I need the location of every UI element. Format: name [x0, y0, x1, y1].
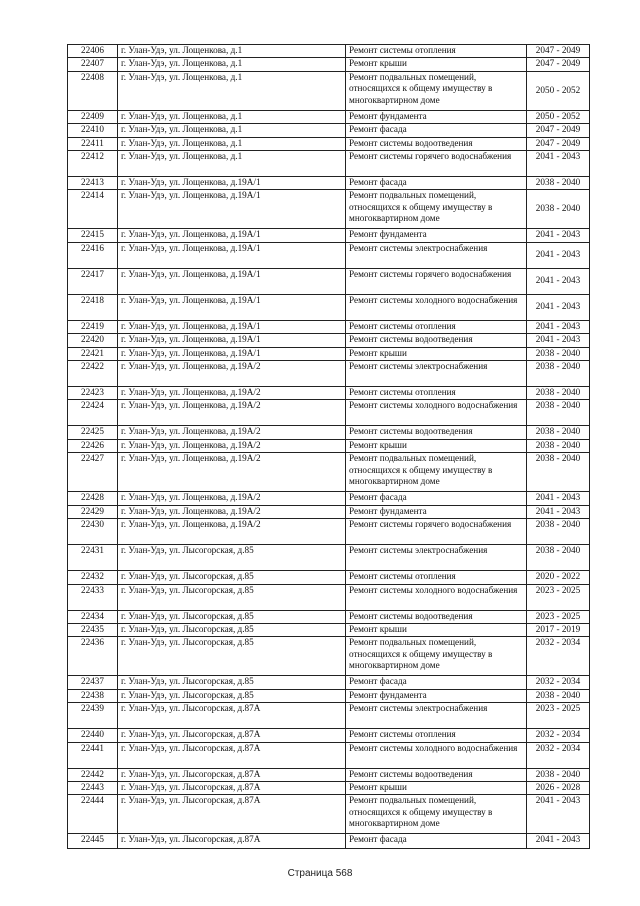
row-address: г. Улан-Удэ, ул. Лощенкова, д.19А/2 [118, 453, 346, 492]
row-work-type: Ремонт системы водоотведения [346, 334, 527, 347]
row-work-type: Ремонт системы отопления [346, 571, 527, 584]
row-period: 2041 - 2043 [527, 834, 590, 849]
table-row [68, 347, 590, 360]
table-row [68, 623, 590, 636]
row-address: г. Улан-Удэ, ул. Лощенкова, д.1 [118, 58, 346, 71]
row-period: 2038 - 2040 [527, 177, 590, 190]
row-work-type: Ремонт системы электроснабжения [346, 361, 527, 387]
table-row [68, 439, 590, 452]
page-number: Страница 568 [287, 868, 353, 879]
row-work-type: Ремонт фундамента [346, 689, 527, 702]
table-row [68, 637, 590, 676]
row-work-type: Ремонт системы холодного водоснабжения [346, 400, 527, 426]
table-row [68, 137, 590, 150]
table-row [68, 110, 590, 123]
row-number: 22423 [68, 387, 118, 400]
table-row [68, 58, 590, 71]
row-number: 22440 [68, 729, 118, 742]
table-row [68, 610, 590, 623]
row-period: 2047 - 2049 [527, 58, 590, 71]
row-work-type: Ремонт фасада [346, 124, 527, 137]
row-work-type: Ремонт крыши [346, 439, 527, 452]
row-address: г. Улан-Удэ, ул. Лысогорская, д.87А [118, 742, 346, 768]
table-row [68, 320, 590, 333]
row-period: 2023 - 2025 [527, 610, 590, 623]
table-row [68, 361, 590, 387]
row-address: г. Улан-Удэ, ул. Лысогорская, д.87А [118, 768, 346, 781]
row-number: 22434 [68, 610, 118, 623]
row-address: г. Улан-Удэ, ул. Лощенкова, д.19А/1 [118, 334, 346, 347]
row-number: 22417 [68, 268, 118, 294]
row-work-type: Ремонт системы электроснабжения [346, 545, 527, 571]
row-address: г. Улан-Удэ, ул. Лощенкова, д.19А/1 [118, 242, 346, 268]
row-address: г. Улан-Удэ, ул. Лощенкова, д.1 [118, 151, 346, 177]
row-address: г. Улан-Удэ, ул. Лощенкова, д.19А/1 [118, 229, 346, 242]
row-period: 2041 - 2043 [527, 492, 590, 505]
row-number: 22432 [68, 571, 118, 584]
row-number: 22429 [68, 505, 118, 518]
table-row [68, 742, 590, 768]
row-period: 2023 - 2025 [527, 703, 590, 729]
row-work-type: Ремонт крыши [346, 58, 527, 71]
table-row [68, 795, 590, 834]
row-period: 2038 - 2040 [527, 361, 590, 387]
row-address: г. Улан-Удэ, ул. Лощенкова, д.19А/2 [118, 426, 346, 439]
table-row [68, 426, 590, 439]
row-work-type: Ремонт подвальных помещений, относящихся к общему имуществу в многоквартирном доме [346, 795, 527, 834]
row-period: 2047 - 2049 [527, 45, 590, 58]
row-number: 22413 [68, 177, 118, 190]
row-period: 2038 - 2040 [527, 387, 590, 400]
row-work-type: Ремонт системы электроснабжения [346, 703, 527, 729]
row-number: 22418 [68, 294, 118, 320]
row-address: г. Улан-Удэ, ул. Лощенкова, д.19А/2 [118, 492, 346, 505]
row-number: 22431 [68, 545, 118, 571]
row-work-type: Ремонт фасада [346, 492, 527, 505]
row-period: 2038 - 2040 [527, 190, 590, 229]
row-period: 2041 - 2043 [527, 294, 590, 320]
row-work-type: Ремонт фасада [346, 834, 527, 849]
row-period: 2038 - 2040 [527, 426, 590, 439]
table-row [68, 400, 590, 426]
row-address: г. Улан-Удэ, ул. Лысогорская, д.87А [118, 795, 346, 834]
row-period: 2032 - 2034 [527, 637, 590, 676]
row-period: 2026 - 2028 [527, 781, 590, 794]
row-address: г. Улан-Удэ, ул. Лысогорская, д.85 [118, 610, 346, 623]
table-row [68, 229, 590, 242]
row-number: 22415 [68, 229, 118, 242]
row-address: г. Улан-Удэ, ул. Лощенкова, д.19А/2 [118, 439, 346, 452]
row-address: г. Улан-Удэ, ул. Лощенкова, д.19А/2 [118, 387, 346, 400]
table-row [68, 545, 590, 571]
row-address: г. Улан-Удэ, ул. Лощенкова, д.19А/2 [118, 361, 346, 387]
row-address: г. Улан-Удэ, ул. Лысогорская, д.85 [118, 571, 346, 584]
row-number: 22420 [68, 334, 118, 347]
row-address: г. Улан-Удэ, ул. Лощенкова, д.1 [118, 45, 346, 58]
row-period: 2038 - 2040 [527, 545, 590, 571]
row-period: 2032 - 2034 [527, 729, 590, 742]
row-work-type: Ремонт фундамента [346, 110, 527, 123]
table-row [68, 151, 590, 177]
row-address: г. Улан-Удэ, ул. Лощенкова, д.19А/2 [118, 505, 346, 518]
table-row [68, 834, 590, 849]
row-work-type: Ремонт системы отопления [346, 387, 527, 400]
table-row [68, 294, 590, 320]
repair-schedule-table [67, 44, 590, 849]
row-number: 22409 [68, 110, 118, 123]
row-address: г. Улан-Удэ, ул. Лощенкова, д.19А/1 [118, 347, 346, 360]
row-number: 22410 [68, 124, 118, 137]
row-address: г. Улан-Удэ, ул. Лощенкова, д.1 [118, 137, 346, 150]
row-work-type: Ремонт системы водоотведения [346, 426, 527, 439]
row-work-type: Ремонт фасада [346, 177, 527, 190]
row-number: 22421 [68, 347, 118, 360]
table-row [68, 453, 590, 492]
table-row [68, 124, 590, 137]
table-row [68, 71, 590, 110]
table-row [68, 505, 590, 518]
row-period: 2050 - 2052 [527, 71, 590, 110]
table-row [68, 334, 590, 347]
row-number: 22425 [68, 426, 118, 439]
row-period: 2038 - 2040 [527, 768, 590, 781]
row-number: 22442 [68, 768, 118, 781]
row-address: г. Улан-Удэ, ул. Лысогорская, д.85 [118, 689, 346, 702]
row-number: 22438 [68, 689, 118, 702]
row-number: 22433 [68, 584, 118, 610]
row-address: г. Улан-Удэ, ул. Лысогорская, д.87А [118, 834, 346, 849]
row-period: 2041 - 2043 [527, 229, 590, 242]
row-period: 2041 - 2043 [527, 795, 590, 834]
row-work-type: Ремонт системы водоотведения [346, 137, 527, 150]
row-address: г. Улан-Удэ, ул. Лощенкова, д.1 [118, 71, 346, 110]
table-row [68, 519, 590, 545]
table-row [68, 729, 590, 742]
row-work-type: Ремонт фасада [346, 676, 527, 689]
row-period: 2041 - 2043 [527, 242, 590, 268]
table-row [68, 781, 590, 794]
row-address: г. Улан-Удэ, ул. Лощенкова, д.19А/1 [118, 190, 346, 229]
row-address: г. Улан-Удэ, ул. Лощенкова, д.19А/1 [118, 177, 346, 190]
row-period: 2041 - 2043 [527, 151, 590, 177]
row-work-type: Ремонт фундамента [346, 505, 527, 518]
table-row [68, 584, 590, 610]
table-row [68, 268, 590, 294]
row-work-type: Ремонт подвальных помещений, относящихся к общему имуществу в многоквартирном доме [346, 453, 527, 492]
row-address: г. Улан-Удэ, ул. Лысогорская, д.85 [118, 623, 346, 636]
row-period: 2041 - 2043 [527, 268, 590, 294]
row-work-type: Ремонт крыши [346, 781, 527, 794]
row-number: 22412 [68, 151, 118, 177]
row-period: 2041 - 2043 [527, 505, 590, 518]
row-work-type: Ремонт системы горячего водоснабжения [346, 519, 527, 545]
row-period: 2032 - 2034 [527, 742, 590, 768]
row-number: 22444 [68, 795, 118, 834]
row-address: г. Улан-Удэ, ул. Лысогорская, д.85 [118, 584, 346, 610]
row-work-type: Ремонт системы холодного водоснабжения [346, 742, 527, 768]
row-work-type: Ремонт системы электроснабжения [346, 242, 527, 268]
row-work-type: Ремонт подвальных помещений, относящихся к общему имуществу в многоквартирном доме [346, 637, 527, 676]
row-period: 2020 - 2022 [527, 571, 590, 584]
row-period: 2023 - 2025 [527, 584, 590, 610]
row-number: 22422 [68, 361, 118, 387]
row-address: г. Улан-Удэ, ул. Лысогорская, д.87А [118, 729, 346, 742]
row-number: 22445 [68, 834, 118, 849]
row-number: 22437 [68, 676, 118, 689]
row-number: 22424 [68, 400, 118, 426]
row-address: г. Улан-Удэ, ул. Лысогорская, д.85 [118, 545, 346, 571]
row-period: 2041 - 2043 [527, 320, 590, 333]
row-address: г. Улан-Удэ, ул. Лощенкова, д.19А/1 [118, 294, 346, 320]
row-number: 22436 [68, 637, 118, 676]
row-number: 22439 [68, 703, 118, 729]
row-work-type: Ремонт крыши [346, 347, 527, 360]
row-period: 2047 - 2049 [527, 137, 590, 150]
table-row [68, 768, 590, 781]
row-period: 2032 - 2034 [527, 676, 590, 689]
table-row [68, 676, 590, 689]
row-work-type: Ремонт системы холодного водоснабжения [346, 584, 527, 610]
row-address: г. Улан-Удэ, ул. Лощенкова, д.19А/2 [118, 400, 346, 426]
row-work-type: Ремонт подвальных помещений, относящихся к общему имуществу в многоквартирном доме [346, 71, 527, 110]
row-number: 22416 [68, 242, 118, 268]
row-address: г. Улан-Удэ, ул. Лощенкова, д.1 [118, 110, 346, 123]
row-number: 22427 [68, 453, 118, 492]
table-row [68, 703, 590, 729]
row-number: 22407 [68, 58, 118, 71]
table-row [68, 571, 590, 584]
table-row [68, 492, 590, 505]
row-work-type: Ремонт фундамента [346, 229, 527, 242]
row-work-type: Ремонт системы водоотведения [346, 610, 527, 623]
row-address: г. Улан-Удэ, ул. Лощенкова, д.19А/1 [118, 320, 346, 333]
table-row [68, 689, 590, 702]
row-address: г. Улан-Удэ, ул. Лысогорская, д.85 [118, 676, 346, 689]
row-work-type: Ремонт системы отопления [346, 729, 527, 742]
row-work-type: Ремонт системы горячего водоснабжения [346, 268, 527, 294]
table-row [68, 387, 590, 400]
table-row [68, 45, 590, 58]
row-period: 2038 - 2040 [527, 400, 590, 426]
row-number: 22414 [68, 190, 118, 229]
row-work-type: Ремонт системы водоотведения [346, 768, 527, 781]
row-address: г. Улан-Удэ, ул. Лысогорская, д.85 [118, 637, 346, 676]
table-row [68, 242, 590, 268]
row-work-type: Ремонт системы холодного водоснабжения [346, 294, 527, 320]
row-work-type: Ремонт крыши [346, 623, 527, 636]
row-number: 22435 [68, 623, 118, 636]
row-number: 22443 [68, 781, 118, 794]
row-period: 2038 - 2040 [527, 519, 590, 545]
row-number: 22408 [68, 71, 118, 110]
row-number: 22428 [68, 492, 118, 505]
row-address: г. Улан-Удэ, ул. Лощенкова, д.19А/1 [118, 268, 346, 294]
row-address: г. Улан-Удэ, ул. Лысогорская, д.87А [118, 781, 346, 794]
row-number: 22426 [68, 439, 118, 452]
row-number: 22430 [68, 519, 118, 545]
row-work-type: Ремонт системы горячего водоснабжения [346, 151, 527, 177]
row-period: 2038 - 2040 [527, 453, 590, 492]
row-work-type: Ремонт подвальных помещений, относящихся к общему имуществу в многоквартирном доме [346, 190, 527, 229]
row-number: 22411 [68, 137, 118, 150]
row-period: 2047 - 2049 [527, 124, 590, 137]
row-address: г. Улан-Удэ, ул. Лощенкова, д.19А/2 [118, 519, 346, 545]
row-period: 2041 - 2043 [527, 334, 590, 347]
row-period: 2038 - 2040 [527, 439, 590, 452]
row-period: 2017 - 2019 [527, 623, 590, 636]
table-row [68, 177, 590, 190]
row-period: 2038 - 2040 [527, 347, 590, 360]
row-address: г. Улан-Удэ, ул. Лощенкова, д.1 [118, 124, 346, 137]
row-number: 22441 [68, 742, 118, 768]
row-work-type: Ремонт системы отопления [346, 320, 527, 333]
row-address: г. Улан-Удэ, ул. Лысогорская, д.87А [118, 703, 346, 729]
table-row [68, 190, 590, 229]
row-work-type: Ремонт системы отопления [346, 45, 527, 58]
row-period: 2050 - 2052 [527, 110, 590, 123]
row-number: 22419 [68, 320, 118, 333]
row-period: 2038 - 2040 [527, 689, 590, 702]
row-number: 22406 [68, 45, 118, 58]
